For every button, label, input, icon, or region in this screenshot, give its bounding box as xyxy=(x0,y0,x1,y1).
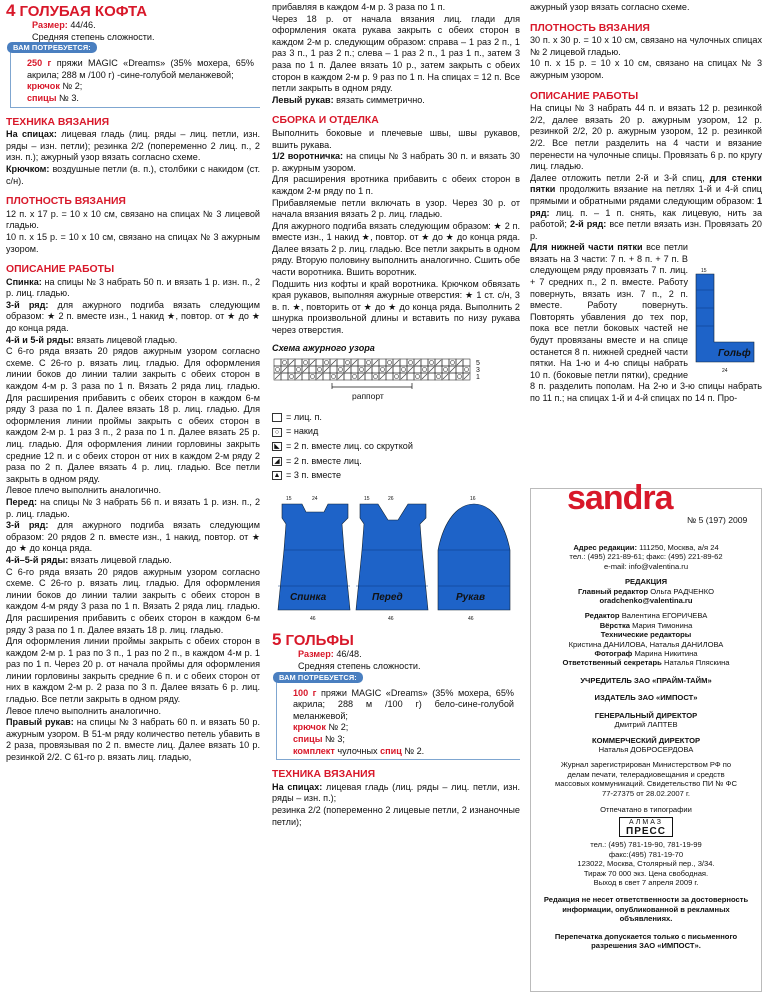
chart-cell xyxy=(344,359,351,366)
project-4-title: 4 ГОЛУБАЯ КОФТА xyxy=(6,1,148,20)
print-house-logo: АЛМАЗ ПРЕСС xyxy=(619,817,673,837)
paragraph: Левое плечо выполнить аналогично. xyxy=(6,705,162,716)
yarn-over-mark xyxy=(374,375,378,379)
decrease-mark xyxy=(359,374,364,379)
chart-cell xyxy=(295,366,302,373)
decrease-mark xyxy=(282,367,287,372)
paragraph: 12 п. х 17 р. = 10 х 10 см, связано на спицах № 3 лицевой гладью. xyxy=(6,208,260,231)
paragraph: Для ажурного подгиба вязать следующим образом: ★ 2 п. вместе изн., 1 накид ★, повтор. от ★ до ★ до конца ряда. Далее вязать 2 р. лиц. гладью. Все петли закрыть в одном ряду. Вторую половину выполнить аналогично. Сшить обе части воротника. Вшить воротник. xyxy=(272,220,520,278)
chart-cell xyxy=(407,359,414,366)
section-heading: ОПИСАНИЕ РАБОТЫ xyxy=(6,264,115,276)
section-heading: ТЕХНИКА ВЯЗАНИЯ xyxy=(6,116,110,128)
chart-cell xyxy=(330,366,337,373)
decrease-mark xyxy=(387,367,392,372)
decrease-mark xyxy=(415,360,420,365)
paragraph: Через 18 р. от начала вязания лиц. глади для оформления оката рукава закрыть с обеих сторон в каждом 2-м р. следующим образом: справа – 1 раз 2 п., 1 раз 3 п., 1 раз 2 п.; слева – 1 раз 2 п., 1 раз 1 п., затем 3 раза по 1 п. Далее вязать 10 р., затем закрыть с обеих сторон в каждом 2-м р. 9 раз по 1 п. На спицах = 12 п. Все петли закрыть в одном ряду. xyxy=(272,13,520,94)
chart-cell xyxy=(372,373,379,380)
yarn-over-mark xyxy=(451,361,455,365)
chart-cell xyxy=(358,359,365,366)
paragraph: На спицах: лицевая гладь (лиц. ряды – лиц. петли, изн. ряды – изн. петли); резинка 2/2 (попеременно 2 лиц. п., 2 изн. п.); ажурный узор вязать согласно схеме. xyxy=(6,129,260,163)
chart-cell xyxy=(414,366,421,373)
row-number: 1 xyxy=(476,374,480,382)
yarn-over-mark xyxy=(283,361,287,365)
decrease-mark xyxy=(345,367,350,372)
project-5-title: 5 ГОЛЬФЫ xyxy=(272,630,354,650)
paragraph: На спицы № 3 набрать 44 п. и вязать 12 р. резинкой 2/2, далее вязать 20 р. ажурным узором, 12 р. резинкой 2/2, 20 р. ажурным узором, 12 р. резинкой 2/2. Все петли разделить на 4 части и вязание перенести на чулочные спицы. Провязать 6 р. по кругу лиц. гладью. xyxy=(530,103,762,172)
yarn-over-mark xyxy=(430,361,434,365)
yarn-over-mark xyxy=(367,361,371,365)
svg-text:16: 16 xyxy=(470,495,476,502)
chart-cell xyxy=(365,359,372,366)
paragraph: 10 п. х 15 р. = 10 х 10 см, связано на спицах № 3 ажурным узором. xyxy=(6,231,260,254)
decrease-mark xyxy=(352,360,357,365)
chart-cell xyxy=(428,373,435,380)
svg-text:15: 15 xyxy=(701,268,707,275)
chart-cell xyxy=(288,373,295,380)
decrease-mark xyxy=(429,367,434,372)
yarn-over-mark xyxy=(276,368,280,372)
decrease-mark xyxy=(408,367,413,372)
paragraph: Для нижней части пятки все петли вязать на 3 части: 7 п. + 8 п. + 7 п. В следующем ряду провязать 7 п. лиц. + 7 средних п., 2 п. вместе. Работу повернуть, вязать изн. 7 п., 2 п. вместе. Работу повернуть. Повторять убавления до тех пор, пока все петли боковых частей не будут провязаны вместе и на спице останется 8 п. нижней средней части пятки. На 1-ю и 4-ю спицы набрать 10 п. (боковые петли пятки), средние 8 п. разделить пополам. На 2-ю и 3-ю спицы набрать по 11 п.; на спицах 1-й и 4-й спицах по 14 п. Про- xyxy=(530,242,762,403)
section-heading: ТЕХНИКА ВЯЗАНИЯ xyxy=(272,769,376,781)
chart-cell xyxy=(414,373,421,380)
paragraph: прибавляя в каждом 4-м р. 3 раза по 1 п. xyxy=(272,2,446,12)
yarn-over-mark xyxy=(416,375,420,379)
svg-text:46: 46 xyxy=(388,615,394,622)
yarn-over-mark xyxy=(290,375,294,379)
yarn-over-mark xyxy=(318,368,322,372)
decrease-mark xyxy=(457,360,462,365)
row-number: 5 xyxy=(476,360,480,368)
chart-cell xyxy=(288,366,295,373)
yarn-over-mark xyxy=(346,361,350,365)
decrease-mark xyxy=(366,367,371,372)
paragraph: ажурный узор вязать согласно схеме. xyxy=(530,2,690,12)
yarn-over-mark xyxy=(444,368,448,372)
chart-cell xyxy=(442,366,449,373)
legend-item: = лиц. п. xyxy=(272,412,520,424)
decrease-mark xyxy=(275,374,280,379)
svg-text:24: 24 xyxy=(722,368,728,375)
chart-cell xyxy=(407,373,414,380)
yarn-over-mark xyxy=(458,375,462,379)
paragraph: Перед: на спицы № 3 набрать 56 п. и вязать 1 р. изн. п., 2 р. лиц. гладью. xyxy=(6,496,261,519)
chart-cell xyxy=(302,359,309,366)
project-4-difficulty: Средняя степень сложности. xyxy=(32,31,155,42)
column-1 xyxy=(6,2,260,764)
piece-label: Спинка xyxy=(290,591,327,603)
column-2 xyxy=(272,2,520,828)
chart-cell xyxy=(379,359,386,366)
yarn-over-mark xyxy=(360,368,364,372)
section-heading: ПЛОТНОСТЬ ВЯЗАНИЯ xyxy=(6,196,126,208)
chart-cell xyxy=(400,359,407,366)
chart-cell xyxy=(351,373,358,380)
paragraph: 10 п. х 15 р. = 10 х 10 см, связано на спицах № 3 ажурным узором. xyxy=(530,58,762,80)
chart-cell xyxy=(400,366,407,373)
chart-cell xyxy=(449,359,456,366)
paragraph: Крючком: воздушные петли (в. п.), столбики с накидом (ст. с/н). xyxy=(6,163,260,186)
chart-cell xyxy=(393,373,400,380)
decrease-mark xyxy=(436,360,441,365)
paragraph: 30 п. х 30 р. = 10 х 10 см, связано на чулочных спицах № 2 лицевой гладью. xyxy=(530,35,762,57)
decrease-mark xyxy=(338,374,343,379)
chart-cell xyxy=(337,359,344,366)
chart-cell xyxy=(323,373,330,380)
yarn-over-mark xyxy=(339,368,343,372)
chart-cell xyxy=(281,373,288,380)
chart-cell xyxy=(379,366,386,373)
paragraph: Для оформления линии проймы закрыть с обеих сторон в каждом 2-м р. 1 раз по 3 п., 1 раз по 2 п., в каждом 4-м р. 1 раз по 1 п. Через 20 р. от начала проймы для оформления линии горловины закрыть средние 6 п. и с обеих сторон от них в каждом 2-м р. 2 раза по 3 п. Далее вязать 6 р. лиц. гладью. Все петли закрыть в одном ряду. xyxy=(6,636,260,705)
yarn-over-mark xyxy=(311,375,315,379)
project-5-difficulty: Средняя степень сложности. xyxy=(298,660,421,671)
decrease-mark xyxy=(380,374,385,379)
materials-badge: ВАМ ПОТРЕБУЕТСЯ: xyxy=(273,672,363,683)
decrease-mark xyxy=(422,374,427,379)
chart-cell xyxy=(316,366,323,373)
ssk-icon: ◣ xyxy=(272,442,282,451)
yarn-over-icon: ○ xyxy=(272,428,282,437)
chart-cell xyxy=(428,359,435,366)
heel-block xyxy=(530,242,762,404)
decrease-mark xyxy=(464,374,469,379)
knit-stitch-icon xyxy=(272,413,282,422)
chart-cell xyxy=(456,366,463,373)
paragraph: Правый рукав: на спицы № 3 набрать 60 п. и вязать 50 р. ажурным узором. В 51-м ряду количество петель убавить в 2 раза, провязывая по 2 п. вместе лиц. Далее вязать 10 р. резинкой 2/2. С 61-го р. вязать лиц. гладью, xyxy=(6,717,260,763)
project-4-size: Размер: 44/46. xyxy=(32,20,96,30)
paragraph: Подшить низ кофты и край воротника. Крючком обвязать края рукавов, выполняя ажурные отверстия: ★ 1 ст. с/н, 3 в. п. ★, повторить от ★ до ★ до конца ряда. Выполнить 2 шнурка произвольной длины и вставить по низу рукава через отверстия. xyxy=(272,278,520,336)
chart-cell xyxy=(372,366,379,373)
decrease-mark xyxy=(443,374,448,379)
chart-cell xyxy=(274,366,281,373)
chart-cell xyxy=(281,359,288,366)
yarn-over-mark xyxy=(409,361,413,365)
paragraph: 3-й ряд: для ажурного подгиба вязать следующим образом: 20 рядов 2 п. вместе изн., 1 накид, повтор. от ★ до ★ до конца ряда. xyxy=(6,520,260,554)
k2tog-icon: ◢ xyxy=(272,457,282,466)
svg-text:15: 15 xyxy=(364,495,370,502)
paragraph: Для расширения вротника прибавить с обеих сторон в каждом 2-м ряду по 1 п. xyxy=(272,174,520,196)
sock-diagram xyxy=(692,268,762,378)
paragraph: Выполнить боковые и плечевые швы, швы рукавов, вшить рукава. xyxy=(272,127,520,150)
svg-text:15: 15 xyxy=(286,495,292,502)
paragraph: Левый рукав: вязать симметрично. xyxy=(272,94,425,105)
section-heading: ОПИСАНИЕ РАБОТЫ xyxy=(530,90,639,102)
materials-box-4: ВАМ ПОТРЕБУЕТСЯ: 250 г пряжи MAGIC «Dreams» (35% мохера, 65% акрила; 288 м /100 г) -сине-голубой меланжевой; крючок № 2; спицы № 3. xyxy=(10,48,260,107)
legend-item: ▲ = 3 п. вместе xyxy=(273,470,342,481)
rapport-label: раппорт xyxy=(352,391,384,402)
paragraph: С 6-го ряда вязать 20 рядов ажурным узором согласно схеме. С 26-го р. вязать лиц. гладью. Для оформления линии боков до линии талии закрыть с обеих сторон в каждом 4-м р. 3 раза по 1 п. Вязать 2 ряда лиц. гладью. Для расширения прибавить с обеих сторон в каждом 6-м ряду 3 раза по 1 п. Далее вязать 18 р. лиц. гладью. Для оформления линии проймы закрыть с обеих сторон в каждом 2-м р. 1 раз 3 п., 2 раза по 1 п. Далее вязать 25 р. лиц. гладью. Для оформления линии горловины закрыть средние 12 п. и с обеих сторон от них в каждом 2-м ряду 2 раза по 2 п. Далее вязать 4 р. лиц. гладью. Все петли закрыть в одном ряду. xyxy=(6,346,260,484)
yarn-over-mark xyxy=(423,368,427,372)
decrease-mark xyxy=(373,360,378,365)
pattern-pieces xyxy=(272,490,520,626)
yarn-over-mark xyxy=(395,375,399,379)
lace-chart xyxy=(272,357,487,405)
decrease-mark xyxy=(303,367,308,372)
paragraph: 1/2 воротничка: на спицы № 3 набрать 30 п. и вязать 30 р. ажурным узором. xyxy=(272,151,520,173)
yarn-over-mark xyxy=(402,368,406,372)
paragraph: С 6-го ряда вязать 20 рядов ажурным узором согласно схеме. С 26-го р. вязать лиц. гладью. Для оформления линии боков до линии талии закрыть с обеих сторон в каждом 4-м ряду 3 раза по 1 п. Вязать 2 ряда лиц. гладью. Для расширения прибавить с обеих сторон в каждом 6-м ряду 3 раза по 1 п. Далее вязать 18 р. лиц. гладью. xyxy=(6,566,260,635)
decrease-mark xyxy=(317,374,322,379)
k3tog-icon: ▲ xyxy=(273,472,281,480)
materials-box-5: ВАМ ПОТРЕБУЕТСЯ: 100 г пряжи MAGIC «Dreams» (35% мохера, 65% акрила; 288 м /100 г) бело-сине-голубой меланжевой; крючок № 2; спицы № 3; комплект чулочных спиц № 2. xyxy=(276,678,520,761)
chart-cell xyxy=(323,359,330,366)
column-3 xyxy=(530,2,762,405)
chart-cell xyxy=(330,373,337,380)
yarn-over-mark xyxy=(465,368,469,372)
paragraph: Прибавляемые петли включать в узор. Через 30 р. от начала вязания вязать 2 р. лиц. гладью. xyxy=(272,197,520,220)
paragraph: Левое плечо выполнить аналогично. xyxy=(6,485,162,496)
legend-item: ◣ = 2 п. вместе лиц. со скруткой xyxy=(272,441,520,453)
chart-cell xyxy=(309,373,316,380)
chart-cell xyxy=(344,373,351,380)
chart-cell xyxy=(463,366,470,373)
svg-text:26: 26 xyxy=(388,495,394,502)
chart-cell xyxy=(449,373,456,380)
piece-label: Перед xyxy=(372,591,403,603)
section-heading: ПЛОТНОСТЬ ВЯЗАНИЯ xyxy=(530,22,650,34)
chart-cell xyxy=(295,359,302,366)
decrease-mark xyxy=(394,360,399,365)
project-5-size: Размер: 46/48. xyxy=(298,649,362,660)
svg-text:24: 24 xyxy=(312,495,318,502)
chart-cell xyxy=(456,373,463,380)
decrease-mark xyxy=(289,360,294,365)
yarn-over-mark xyxy=(297,368,301,372)
sock-label: Гольф xyxy=(718,348,751,360)
paragraph: Спинка: на спицы № 3 набрать 50 п. и вязать 1 р. изн. п., 2 р. лиц. гладью. xyxy=(6,276,260,299)
chart-cell xyxy=(302,373,309,380)
yarn-over-mark xyxy=(304,361,308,365)
decrease-mark xyxy=(310,360,315,365)
chart-cell xyxy=(274,359,281,366)
decrease-mark xyxy=(331,360,336,365)
piece-label: Рукав xyxy=(456,591,486,603)
paragraph: Далее отложить петли 2-й и 3-й спиц, для стенки пятки продолжить вязание на петлях 1-й и 4-й спиц прямыми и обратными рядами следующим образом: 1 ряд: лиц. п. – 1 п. снять, как лицевую, нить за работой; 2-й ряд: все петли вязать изн. Провязать 20 р. xyxy=(530,172,763,241)
chart-cell xyxy=(351,366,358,373)
chart-cell xyxy=(435,373,442,380)
yarn-over-mark xyxy=(325,361,329,365)
chart-cell xyxy=(421,366,428,373)
issue-number: № 5 (197) 2009 xyxy=(687,515,748,525)
decrease-mark xyxy=(324,367,329,372)
yarn-over-mark xyxy=(332,375,336,379)
decrease-mark xyxy=(401,374,406,379)
svg-text:46: 46 xyxy=(310,615,316,622)
chart-cell xyxy=(386,359,393,366)
chart-cell xyxy=(365,373,372,380)
materials-badge: ВАМ ПОТРЕБУЕТСЯ: xyxy=(7,42,97,53)
sandra-logo: sandra xyxy=(567,479,673,517)
row-number: 3 xyxy=(476,367,480,375)
paragraph: 3-й ряд: для ажурного подгиба вязать следующим образом: ★ 2 п. вместе изн., 1 накид ★, повтор. от ★ до ★ до конца ряда. xyxy=(6,299,260,334)
chart-cell xyxy=(393,366,400,373)
imprint-box xyxy=(530,479,762,992)
chart-cell xyxy=(442,359,449,366)
chart-cell xyxy=(337,366,344,373)
scheme-title: Схема ажурного узора xyxy=(272,342,375,353)
chart-legend xyxy=(272,412,520,482)
paragraph: 4-й и 5-й ряды: вязать лицевой гладью. xyxy=(6,334,178,345)
paragraph: На спицах: лицевая гладь (лиц. ряды – лиц. петли, изн. ряды – изн. п.); xyxy=(272,781,521,804)
section-heading: СБОРКА И ОТДЕЛКА xyxy=(272,115,379,127)
chart-cell xyxy=(316,359,323,366)
chart-cell xyxy=(463,359,470,366)
yarn-over-mark xyxy=(388,361,392,365)
yarn-over-mark xyxy=(353,375,357,379)
decrease-mark xyxy=(296,374,301,379)
decrease-mark xyxy=(450,367,455,372)
chart-cell xyxy=(386,373,393,380)
paragraph: резинка 2/2 (попеременно 2 лицевые петли, 2 изнаночные петли); xyxy=(272,804,520,827)
imprint-text: Адрес редакции: 111250, Москва, а/я 24 тел.: (495) 221-89-61; факс: (495) 221-89-62 e-mail: info@valentina.ru РЕДАКЦИЯ Главный редактор Ольга РАДЧЕНКО oradchenko@valentina.ru Редактор Валентина ЕГОРИЧЕВА Вёрстка Мария Тимонина Технические редакторы Кристина ДАНИЛОВА, Наталья ДАНИЛОВА Фотограф Марина Никитина Ответственный секретарь Наталья Пляскина УЧРЕДИТЕЛЬ ЗАО «ПРАЙМ-ТАЙМ» ИЗДАТЕЛЬ ЗАО «ИМПОСТ» ГЕНЕРАЛЬНЫЙ ДИРЕКТОР Дмитрий ЛАПТЕВ КОММЕРЧЕСКИЙ ДИРЕКТОР Наталья ДОБРОСЕРДОВА Журнал зарегистрирован Министерством РФ по делам печати, телерадиовещания и средств массовых коммуникаций. Свидетельство ПИ № ФС 77-27375 от 28.02.2007 г. Отпечатано в типографии АЛМАЗ ПРЕСС тел.: (495) 781-19-90, 781-19-99 факс:(495) 781-19-70 123022, Москва, Столярный пер., 3/34. Тираж 70 000 экз. Цена свободная. Выход в свет 7 апреля 2009 г. Редакция не несет ответственности за достоверность информации, опубликованной в рекламных объявлениях. Перепечатка допускается только с письменного разрешения ЗАО «ИМПОСТ». xyxy=(543,543,749,950)
yarn-over-mark xyxy=(437,375,441,379)
chart-cell xyxy=(435,366,442,373)
svg-text:46: 46 xyxy=(468,615,474,622)
paragraph: 4-й–5-й ряды: вязать лицевой гладью. xyxy=(6,554,172,565)
legend-item: ◢ = 2 п. вместе лиц. xyxy=(272,456,520,468)
legend-item: ○ = накид xyxy=(272,426,520,438)
chart-cell xyxy=(309,366,316,373)
yarn-over-mark xyxy=(381,368,385,372)
chart-cell xyxy=(358,366,365,373)
chart-cell xyxy=(421,359,428,366)
